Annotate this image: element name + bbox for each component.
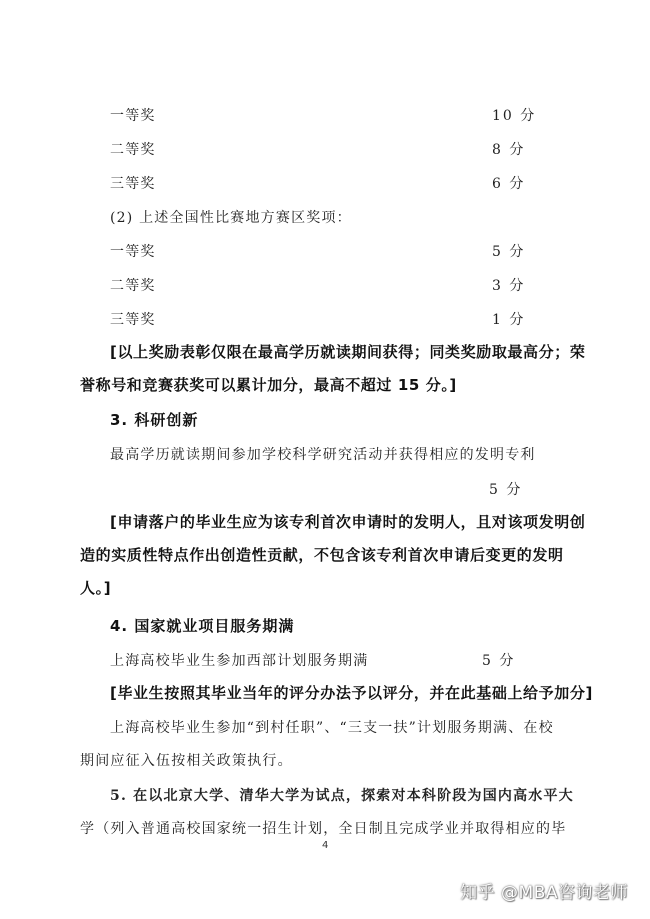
award-item-score: 5 分: [492, 244, 526, 260]
section-heading: 4. 国家就业项目服务期满: [110, 617, 295, 635]
section5-line-1: 5. 在以北京大学、清华大学为试点，探索对本科阶段为国内高水平大: [110, 788, 574, 804]
award-item-score: 3 分: [492, 278, 526, 294]
award-item-score: 10 分: [492, 108, 537, 124]
section-score: 5 分: [489, 482, 523, 498]
award-item-label: 三等奖: [110, 312, 156, 328]
award-item-label: 二等奖: [110, 142, 156, 158]
section-body: 期间应征入伍按相关政策执行。: [80, 753, 293, 769]
watermark: 知乎 @MBA咨询老师: [460, 883, 628, 903]
section-body: 上海高校毕业生参加西部计划服务期满: [110, 653, 369, 669]
note-line: [申请落户的毕业生应为该专利首次申请时的发明人，且对该项发明创: [110, 513, 586, 531]
award-item-label: 一等奖: [110, 244, 156, 260]
award-item-label: 二等奖: [110, 278, 156, 294]
section-score: 5 分: [482, 653, 516, 669]
note-line: 誉称号和竞赛获奖可以累计加分，最高不超过 15 分。]: [80, 376, 457, 394]
section-body: 学（列入普通高校国家统一招生计划，全日制且完成学业并取得相应的毕: [80, 821, 567, 837]
note-line: [以上奖励表彰仅限在最高学历就读期间获得；同类奖励取最高分；荣: [110, 343, 586, 361]
award-item-score: 6 分: [492, 176, 526, 192]
section-body: 最高学历就读期间参加学校科学研究活动并获得相应的发明专利: [110, 447, 536, 463]
award-item-label: 一等奖: [110, 108, 156, 124]
award-item-score: 8 分: [492, 142, 526, 158]
section-heading: 3. 科研创新: [110, 411, 199, 429]
section-body: 上海高校毕业生参加“到村任职”、“三支一扶”计划服务期满、在校: [110, 720, 554, 736]
note-line: 造的实质性特点作出创造性贡献，不包含该专利首次申请后变更的发明: [80, 546, 564, 564]
section-body: [110, 789, 574, 803]
note-line: 人。]: [80, 579, 112, 597]
subsection-label: (2) 上述全国性比赛地方赛区奖项：: [110, 210, 352, 226]
page-number: 4: [322, 840, 329, 851]
award-item-label: 三等奖: [110, 176, 156, 192]
award-item-score: 1 分: [492, 312, 526, 328]
note-line: [毕业生按照其毕业当年的评分办法予以评分，并在此基础上给予加分]: [110, 684, 593, 702]
